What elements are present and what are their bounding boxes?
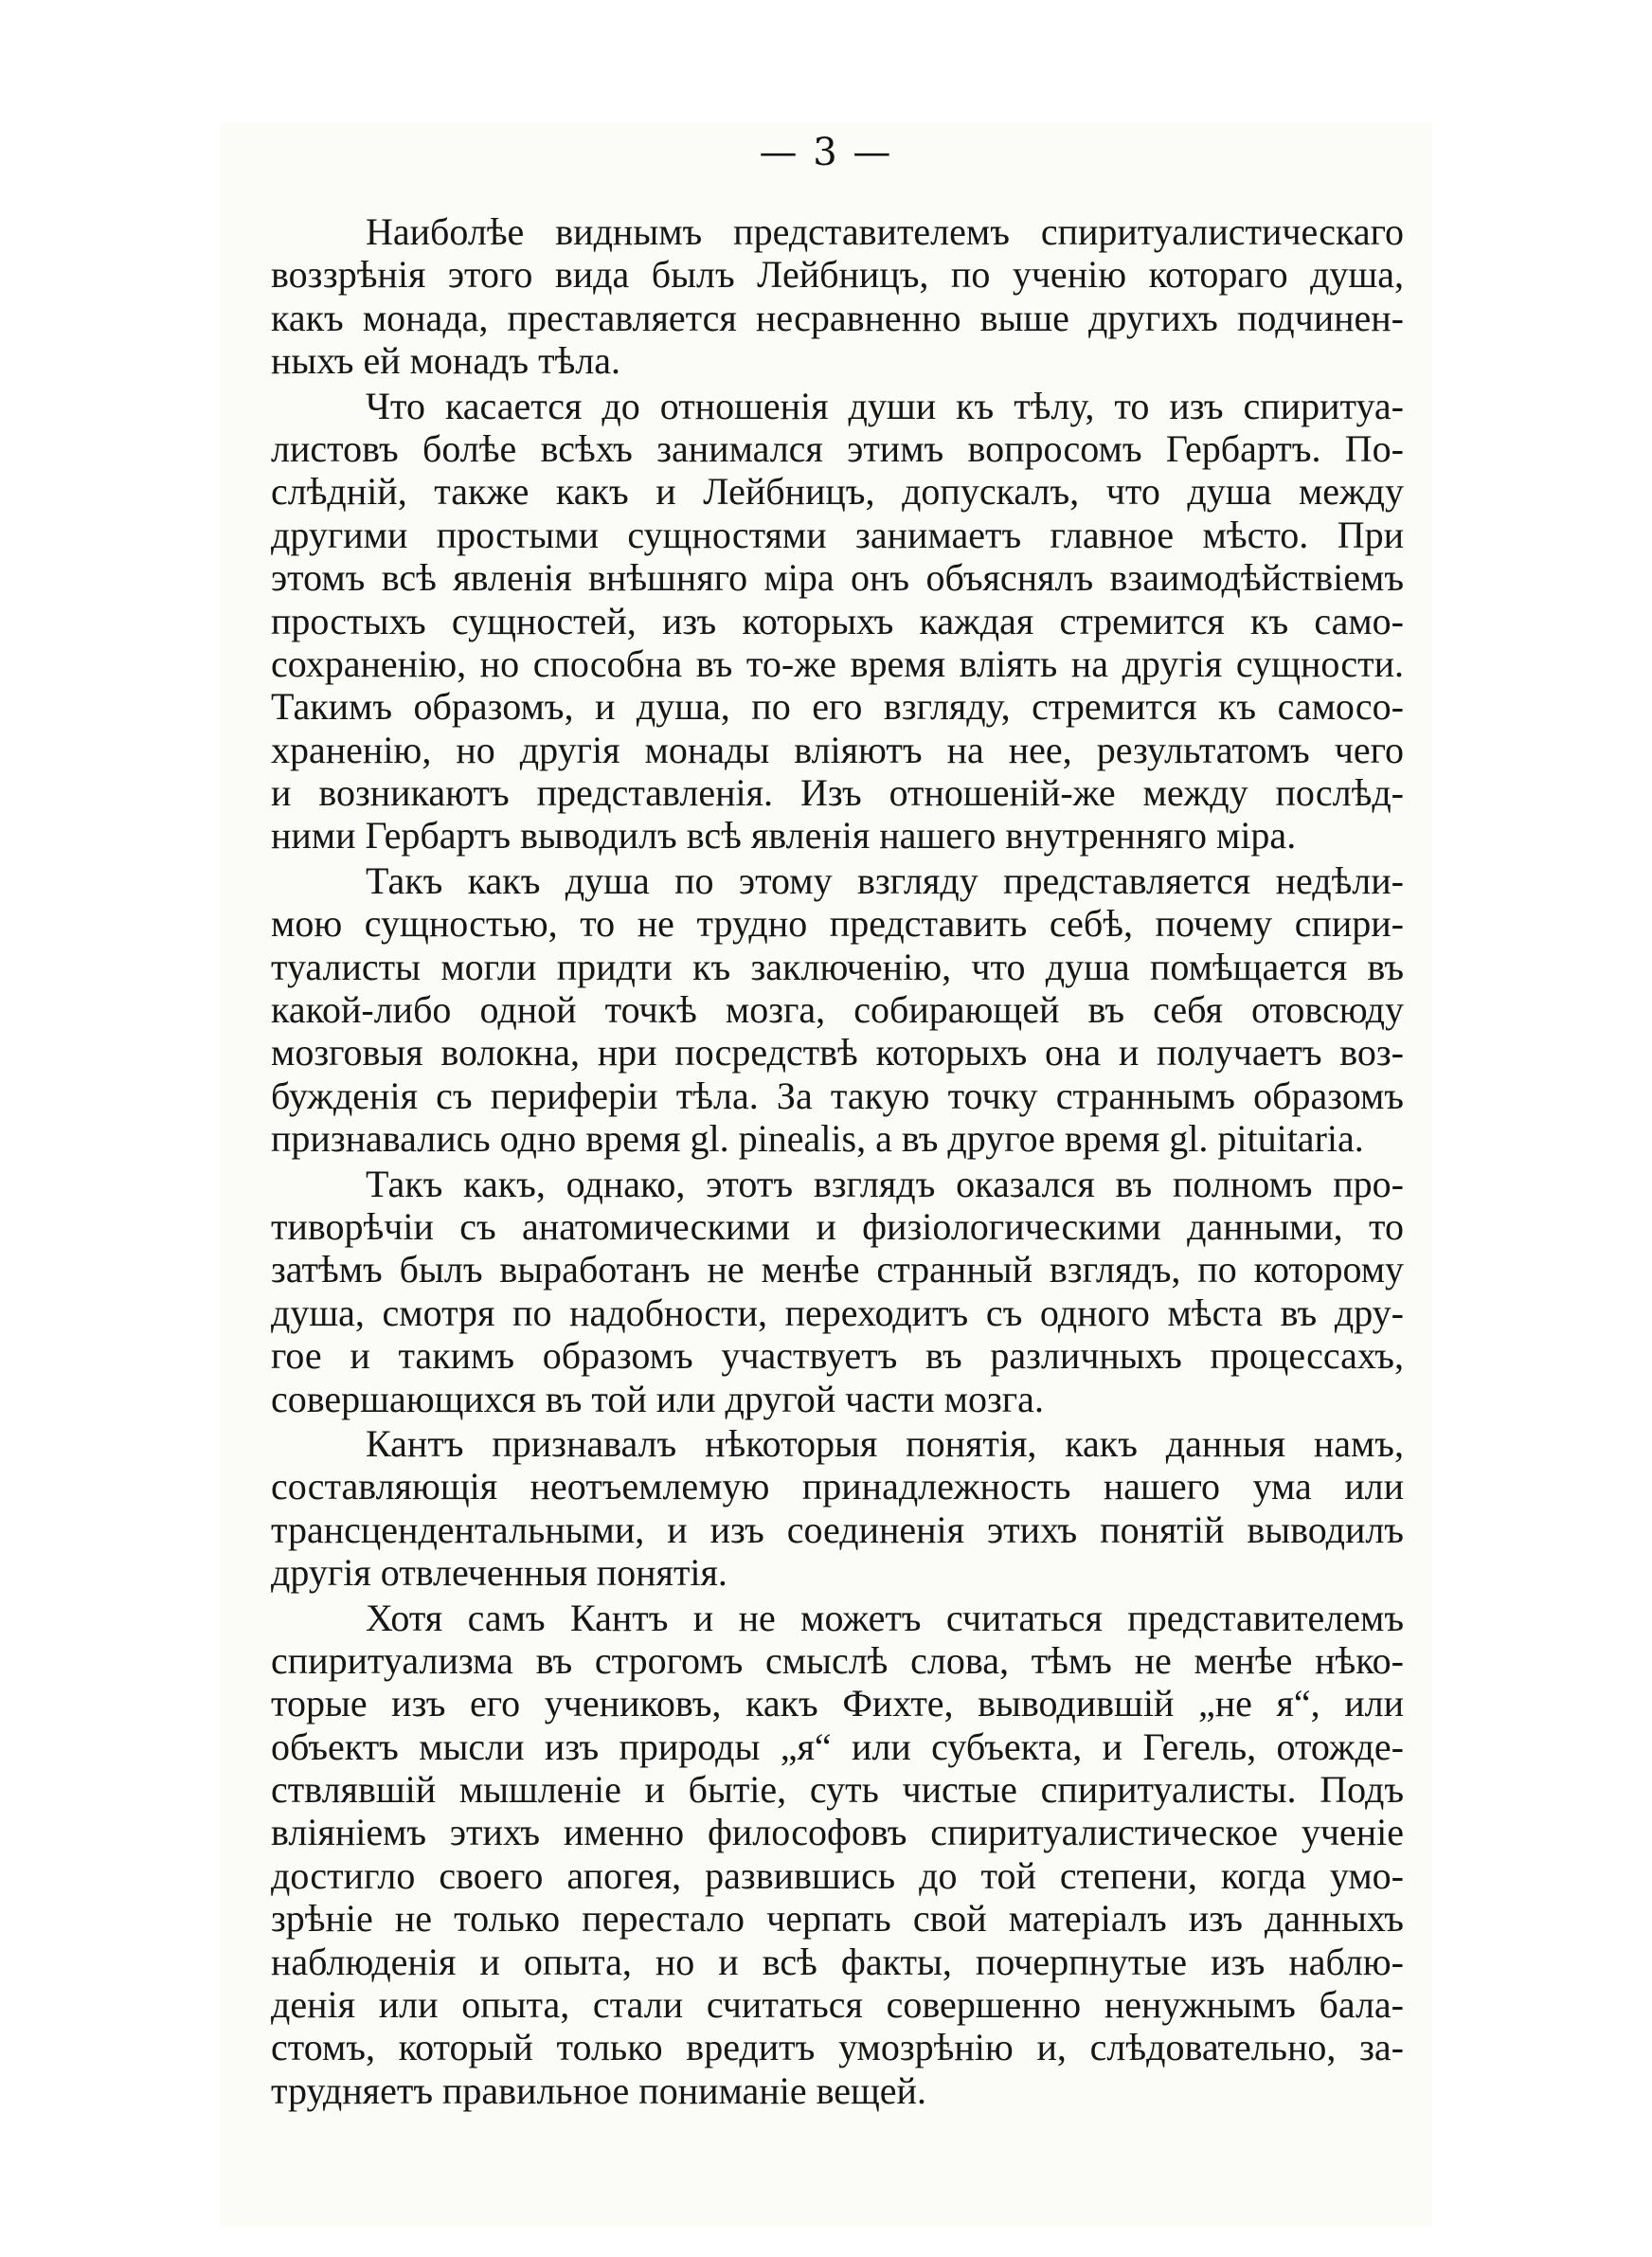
text-line: и возникаютъ представленія. Изъ отношеній-же между послѣд-	[271, 771, 1404, 815]
text-line: объектъ мысли изъ природы „я“ или субъекта, и Гегель, отожде-	[271, 1724, 1404, 1768]
text-line: храненію, но другія монады вліяютъ на нее, результатомъ чего	[271, 728, 1404, 771]
body-text	[271, 210, 1404, 2112]
text-line: наблюденія и опыта, но и всѣ факты, почерпнутые изъ наблю-	[271, 1940, 1404, 1983]
text-line: Что касается до отношенія души къ тѣлу, то изъ спиритуа-	[366, 384, 1404, 427]
text-line: туалисты могли придти къ заключенію, что душа помѣщается въ	[271, 945, 1404, 988]
text-line: другія отвлеченныя понятія.	[271, 1551, 727, 1595]
text-line: мозговыя волокна, нри посредствѣ которыхъ она и получаетъ воз-	[271, 1031, 1404, 1074]
text-line: ныхъ ей монадъ тѣла.	[271, 339, 621, 383]
paragraph	[271, 1597, 1404, 2113]
text-line: торые изъ его учениковъ, какъ Фихте, выводившій „не я“, или	[271, 1682, 1404, 1725]
text-line: сохраненію, но способна въ то-же время вліять на другія сущности.	[271, 641, 1404, 685]
paragraph	[271, 859, 1404, 1161]
text-line: затѣмъ былъ выработанъ не менѣе странный взглядъ, по которому	[271, 1248, 1404, 1291]
paragraph	[271, 1422, 1404, 1595]
text-line: тиворѣчіи съ анатомическими и физіологическими данными, то	[271, 1204, 1404, 1248]
text-line: слѣдній, также какъ и Лейбницъ, допускалъ, что душа между	[271, 470, 1404, 514]
text-line: трансцендентальными, и изъ соединенія этихъ понятій выводилъ	[271, 1508, 1404, 1551]
text-line: какъ монада, преставляется несравненно выше другихъ подчинен-	[271, 296, 1404, 339]
paragraph	[271, 1163, 1404, 1420]
text-line: совершающихся въ той или другой части мозга.	[271, 1377, 1044, 1420]
text-line: Такъ какъ душа по этому взгляду представляется недѣли-	[366, 858, 1404, 902]
text-line: денія или опыта, стали считаться совершенно ненужнымъ бала-	[271, 1983, 1404, 2027]
text-line: воззрѣнія этого вида былъ Лейбницъ, по ученію котораго душа,	[271, 253, 1404, 297]
text-line: стомъ, который только вредитъ умозрѣнію и, слѣдовательно, за-	[271, 2026, 1404, 2069]
text-line: составляющія неотъемлемую принадлежность нашего ума или	[271, 1465, 1404, 1508]
text-line: Такимъ образомъ, и душа, по его взгляду, стремится къ самосо-	[271, 685, 1404, 729]
paragraph	[271, 385, 1404, 858]
text-line: гое и такимъ образомъ участвуетъ въ различныхъ процессахъ,	[271, 1334, 1404, 1378]
text-line: простыхъ сущностей, изъ которыхъ каждая стремится къ само-	[271, 599, 1404, 642]
text-line: достигло своего апогея, развившись до той степени, когда умо-	[271, 1853, 1404, 1897]
text-line: душа, смотря по надобности, переходитъ съ одного мѣста въ дру-	[271, 1291, 1404, 1334]
text-line: бужденія съ периферіи тѣла. За такую точку страннымъ образомъ	[271, 1074, 1404, 1117]
text-line: другими простыми сущностями занимаетъ главное мѣсто. При	[271, 513, 1404, 556]
text-line: Такъ какъ, однако, этотъ взглядъ оказался въ полномъ про-	[366, 1162, 1404, 1205]
text-line: Кантъ признавалъ нѣкоторыя понятія, какъ данныя намъ,	[366, 1421, 1404, 1465]
page-number: — 3 —	[759, 131, 893, 174]
text-line: Наиболѣе виднымъ представителемъ спиритуалистическаго	[366, 210, 1404, 253]
text-line: ствлявшій мышленіе и бытіе, суть чистые спиритуалисты. Подъ	[271, 1768, 1404, 1812]
text-line: Хотя самъ Кантъ и не можетъ считаться представителемъ	[366, 1596, 1404, 1639]
text-line: спиритуализма въ строгомъ смыслѣ слова, тѣмъ не менѣе нѣко-	[271, 1638, 1404, 1682]
text-line: трудняетъ правильное пониманіе вещей.	[271, 2068, 926, 2112]
paragraph	[271, 210, 1404, 383]
text-line: какой-либо одной точкѣ мозга, собирающей въ себя отовсюду	[271, 988, 1404, 1032]
text-line: этомъ всѣ явленія внѣшняго міра онъ объяснялъ взаимодѣйствіемъ	[271, 556, 1404, 600]
text-line: мою сущностью, то не трудно представить себѣ, почему спири-	[271, 902, 1404, 946]
text-line: зрѣніе не только перестало черпать свой матеріалъ изъ данныхъ	[271, 1897, 1404, 1941]
text-line: ними Гербартъ выводилъ всѣ явленія нашего внутренняго міра.	[271, 814, 1297, 858]
text-line: листовъ болѣе всѣхъ занимался этимъ вопросомъ Гербартъ. По-	[271, 426, 1404, 470]
text-line: признавались одно время gl. pinealis, а въ другое время gl. pituitaria.	[271, 1117, 1364, 1161]
text-line: вліяніемъ этихъ именно философовъ спиритуалистическое ученіе	[271, 1811, 1404, 1854]
